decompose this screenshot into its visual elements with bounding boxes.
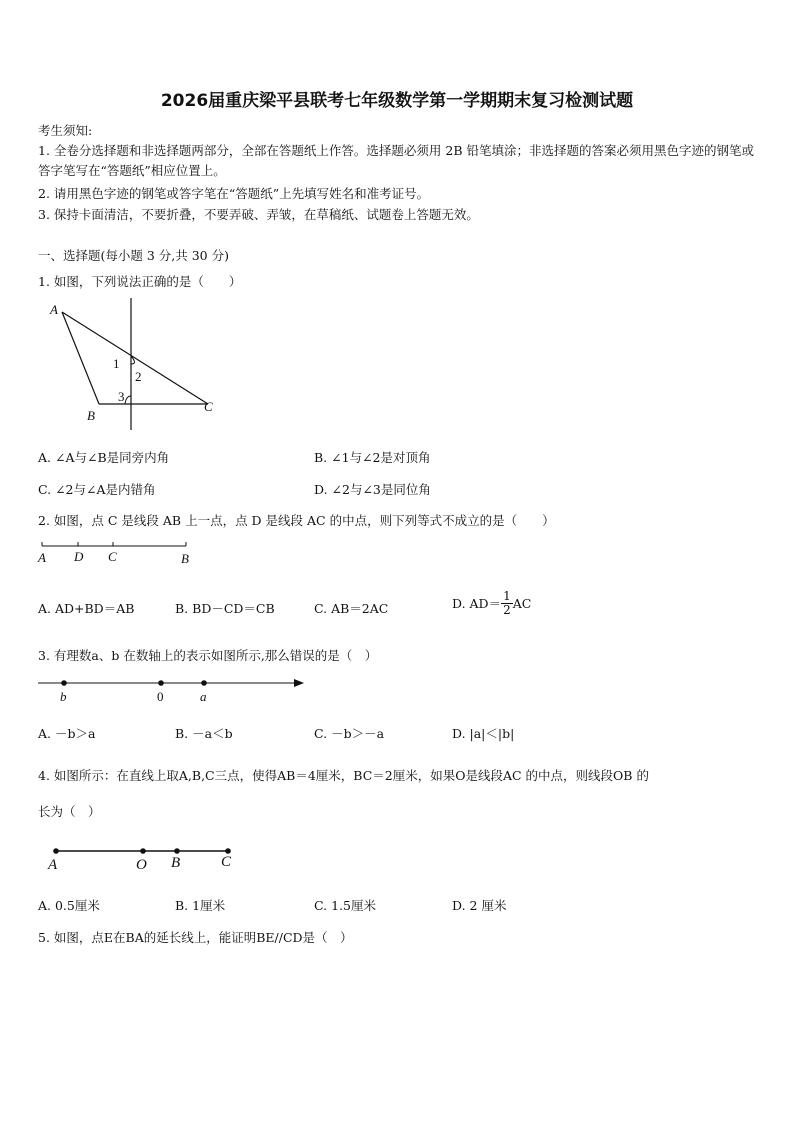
q4-label-c: C (221, 854, 232, 870)
q2-option-c: C. AB＝2AC (314, 601, 389, 616)
q3-point-a (201, 680, 207, 686)
q3-number-line (38, 674, 308, 706)
q3-option-c: C. －b＞－a (314, 726, 385, 741)
q3-stem: 3. 有理数a、b 在数轴上的表示如图所示,那么错误的是（ ） (38, 648, 378, 663)
q2-option-a: A. AD+BD＝AB (38, 601, 135, 616)
q2-stem: 2. 如图，点 C 是线段 AB 上一点，点 D 是线段 AC 的中点，则下列等式不成立的是（ ） (38, 513, 555, 528)
q4-label-b: B (171, 855, 181, 871)
q4-label-o: O (136, 857, 147, 873)
q2-option-d-prefix: D. AD＝ (452, 596, 502, 611)
q2-option-b: B. BD－CD＝CB (175, 601, 275, 616)
q2-label-c: C (108, 549, 117, 564)
q1-label-3: 3 (118, 389, 125, 404)
q4-point-a (53, 848, 59, 854)
q1-triangle-figure (40, 298, 220, 428)
q4-option-a: A. 0.5厘米 (38, 898, 100, 913)
q1-label-b: B (87, 408, 95, 423)
q1-side-ab (62, 312, 99, 404)
q1-label-c: C (204, 399, 213, 414)
q2-label-d: D (74, 549, 84, 564)
q1-label-2: 2 (135, 369, 142, 384)
q4-point-c (225, 848, 231, 854)
q4-point-b (174, 848, 180, 854)
q4-stem-line1: 4. 如图所示：在直线上取A,B,C三点，使得AB＝4厘米，BC＝2厘米，如果O是线段AC 的中点，则线段OB 的 (38, 768, 649, 783)
q2-segment-figure (38, 540, 198, 570)
q1-label-1: 1 (113, 356, 120, 371)
notice-heading: 考生须知: (38, 123, 93, 138)
q1-angle-arc-3 (125, 396, 131, 404)
q1-stem: 1. 如图，下列说法正确的是（ ） (38, 274, 242, 289)
q4-stem-line2: 长为（ ） (38, 804, 101, 819)
notice-item-3: 3. 保持卡面清洁，不要折叠，不要弄破、弄皱，在草稿纸、试题卷上答题无效。 (38, 207, 479, 222)
q4-label-a: A (48, 857, 58, 873)
q4-option-c: C. 1.5厘米 (314, 898, 376, 913)
q5-stem: 5. 如图，点E在BA的延长线上，能证明BE//CD是（ ） (38, 930, 353, 945)
q1-option-b: B. ∠1与∠2是对顶角 (314, 450, 431, 465)
q2-option-d-fraction (501, 590, 513, 617)
q3-point-b (61, 680, 67, 686)
q2-option-d-suffix: AC (512, 596, 532, 611)
q3-label-b: b (60, 689, 67, 704)
q3-option-b: B. －a＜b (175, 726, 233, 741)
q4-line-figure (46, 844, 246, 874)
q2-option-d (452, 590, 531, 617)
q1-option-d: D. ∠2与∠3是同位角 (314, 482, 431, 497)
q3-option-d: D. |a|＜|b| (452, 726, 515, 741)
section-heading: 一、选择题(每小题 3 分,共 30 分) (38, 248, 229, 263)
q1-option-a: A. ∠A与∠B是同旁内角 (38, 450, 170, 465)
q2-frac-num: 1 (503, 589, 511, 603)
q3-axis-arrow (294, 679, 304, 687)
q4-point-o (140, 848, 146, 854)
q2-label-a: A (38, 550, 46, 565)
q2-frac-den: 2 (503, 603, 511, 617)
q3-point-zero (158, 680, 164, 686)
q3-label-zero: 0 (157, 689, 164, 704)
q1-side-ac (62, 312, 208, 404)
q3-label-a: a (200, 689, 207, 704)
page-title: 2026届重庆梁平县联考七年级数学第一学期期末复习检测试题 (160, 91, 634, 111)
notice-item-2: 2. 请用黑色字迹的钢笔或答字笔在“答题纸”上先填写姓名和准考证号。 (38, 186, 430, 201)
q4-option-b: B. 1厘米 (175, 898, 226, 913)
q1-option-c: C. ∠2与∠A是内错角 (38, 482, 156, 497)
q4-option-d: D. 2 厘米 (452, 898, 507, 913)
q2-label-b: B (181, 551, 189, 566)
q1-label-a: A (50, 302, 58, 317)
q3-option-a: A. －b＞a (38, 726, 96, 741)
notice-item-1: 1. 全卷分选择题和非选择题两部分，全部在答题纸上作答。选择题必须用 2B 铅笔填涂；非选择题的答案必须用黑色字迹的钢笔或答字笔写在“答题纸”相应位置上。 (38, 143, 754, 178)
